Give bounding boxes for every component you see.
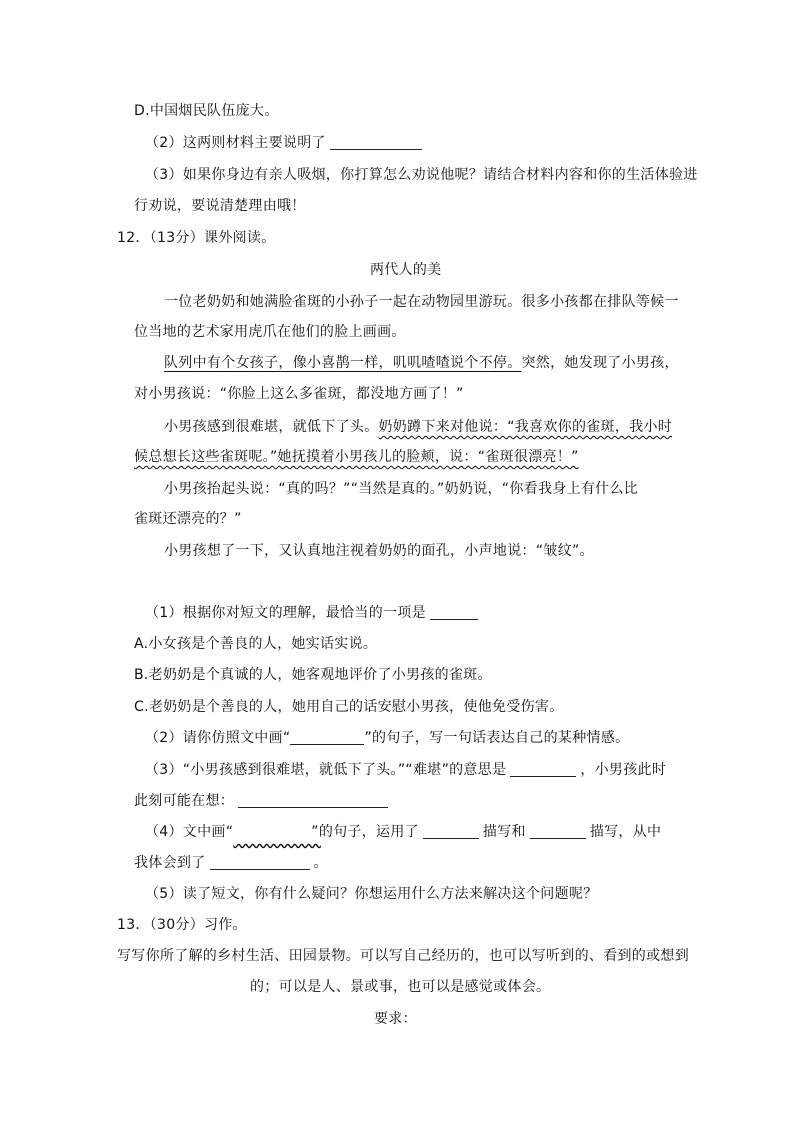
passage-p3-plain: 小男孩感到很难堪，就低下了头。 [164,419,379,435]
q13-prompt-line2: 的；可以是人、景或事，也可以是感觉或体会。 [250,979,551,995]
q12-sub4-line2-end: 。 [313,855,328,871]
passage-wavy-sentence-part1: 奶奶蹲下来对他说：“我喜欢你的雀斑，我小时 [378,419,673,435]
q12-sub3-line1 [145,760,666,780]
passage-p5: 小男孩想了一下，又认真地注视着奶奶的面孔，小声地说：“皱纹”。 [164,543,594,559]
q12-sub3-thought-blank[interactable] [238,793,388,808]
q12-sub3-pre: （3）“小男孩感到很难堪，就低下了头。”“难堪”的意思是 [145,762,507,778]
q12-sub3-meaning-blank[interactable] [510,762,576,777]
passage-p4-line2: 雀斑还漂亮的？” [134,511,242,527]
q12-sub2 [145,728,629,748]
passage-p4-line1: 小男孩抬起头说：“真的吗？”“当然是真的。”奶奶说，“你看我身上有什么比 [164,481,639,497]
passage-p2-line1 [164,353,679,373]
q12-sub4-line2 [134,853,328,873]
q12-sub4-line1 [145,822,661,842]
passage-p1-line1: 一位老奶奶和她满脸雀斑的小孙子一起在动物园里游玩。很多小孩都在排队等候一 [164,294,679,310]
q12-sub1 [145,603,482,623]
q11-sub2-answer-blank[interactable] [330,135,422,150]
passage-wavy-sentence-part2: 候总想长这些雀斑呢。”她抚摸着小男孩儿的脸颊，说：“雀斑很漂亮！” [134,449,579,465]
q12-sub1-answer-blank[interactable] [430,605,478,620]
q12-sub4-mid1: ”的句子，运用了 [311,824,419,840]
q12-sub5: （5）读了短文，你有什么疑问？你想运用什么方法来解决这个问题呢？ [145,886,598,902]
q12-sub4-line2-pre: 我体会到了 [134,855,206,871]
q13-requirements: 要求： [374,1011,417,1027]
q13-header: 13．（30分）习作。 [117,917,247,933]
q12-sub4-end: 描写，从中 [589,824,662,840]
passage-p1-line2: 位当地的艺术家用虎爪在他们的脸上画画。 [134,324,406,340]
passage-title: 两代人的美 [370,262,442,278]
q12-sub4-feeling-blank[interactable] [210,855,310,870]
passage-p2-line2: 对小男孩说：“你脸上这么多雀斑，都没地方画了！” [134,386,464,402]
q12-option-b: B.老奶奶是个真诚的人，她客观地评价了小男孩的雀斑。 [134,667,492,683]
q12-sub4-pre: （4）文中画“ [145,824,234,840]
q12-sub4-wavy-sample: ​ [233,827,321,843]
q11-sub3-line2: 行劝说，要说清楚理由哦！ [134,198,306,214]
q11-sub2 [145,133,426,153]
q12-sub2-underline-sample [290,730,364,745]
passage-underlined-sentence: 队列中有个女孩子，像小喜鹊一样，叽叽喳喳说个不停。 [164,355,522,371]
q12-option-c: C.老奶奶是个善良的人，她用自己的话安慰小男孩，使他免受伤害。 [134,699,564,715]
q11-sub2-text: （2）这两则材料主要说明了 [145,135,326,151]
q12-sub2-pre: （2）请你仿照文中画“ [145,730,291,746]
passage-p3-line1 [164,417,672,437]
q12-sub3-line2 [134,791,392,811]
q13-prompt-line1: 写写你所了解的乡村生活、田园景物。可以写自己经历的，也可以写听到的、看到的或想到 [117,948,689,964]
q12-sub3-post: ，小男孩此时 [580,762,667,778]
q12-sub4-blank2[interactable] [530,824,586,839]
q12-sub3-line2-text: 此刻可能在想： [134,793,235,809]
passage-p3-line2 [134,447,579,467]
q12-sub4-blank1[interactable] [423,824,479,839]
q12-sub2-post: ”的句子，写一句话表达自己的某种情感。 [364,730,630,746]
q11-option-d: D.中国烟民队伍庞大。 [134,103,279,119]
q12-sub1-text: （1）根据你对短文的理解，最恰当的一项是 [145,605,426,621]
q11-sub3-line1: （3）如果你身边有亲人吸烟，你打算怎么劝说他呢？请结合材料内容和你的生活体验进 [145,167,698,183]
q12-option-a: A.小女孩是个善良的人，她实话实说。 [134,636,378,652]
q12-sub4-mid2: 描写和 [482,824,526,840]
q12-header: 12．（13分）课外阅读。 [117,230,276,246]
passage-p2-rest: 突然，她发现了小男孩， [521,355,679,371]
